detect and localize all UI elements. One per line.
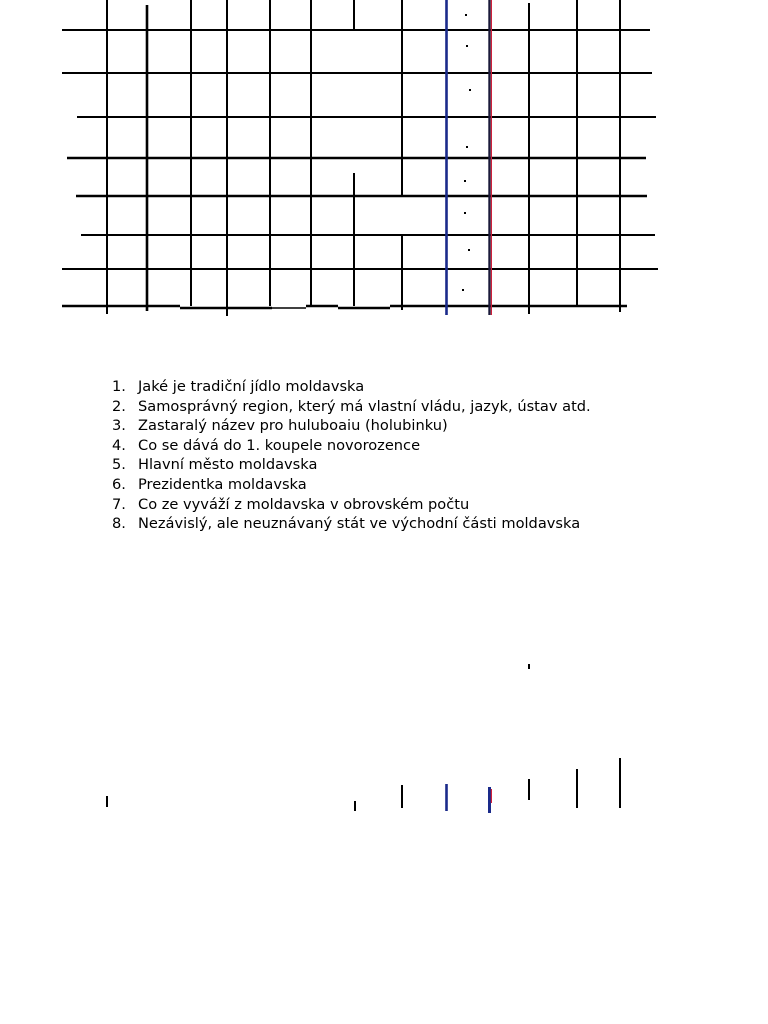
clue-number: 4. [112, 436, 126, 454]
clue-number: 3. [112, 417, 126, 435]
clue-number: 5. [112, 456, 126, 474]
clue-text: Co se dává do 1. koupele novorozence [138, 436, 421, 454]
cell-dot [469, 89, 471, 91]
clue-number: 6. [112, 475, 126, 493]
clue-text: Nezávislý, ale neuznávaný stát ve východní části moldavska [138, 515, 581, 533]
cell-dot [468, 249, 470, 251]
grid-horizontal-lines [62, 30, 658, 308]
clue-item [112, 475, 591, 495]
crossword-grid [0, 0, 768, 330]
clue-text: Zastaralý název pro huluboaiu (holubinku) [138, 417, 448, 435]
cell-dot [466, 45, 468, 47]
clue-text: Jaké je tradiční jídlo moldavska [138, 378, 365, 395]
cell-dot [466, 146, 468, 148]
clue-number: 8. [112, 515, 126, 533]
clue-item [112, 514, 591, 534]
clue-text: Hlavní město moldavska [138, 456, 318, 474]
clue-text: Co ze vyváží z moldavska v obrovském počtu [138, 495, 470, 513]
cell-dot [464, 212, 466, 214]
clue-list [112, 377, 591, 534]
clue-item [112, 455, 591, 475]
clue-text: Samosprávný region, který má vlastní vládu, jazyk, ústav atd. [138, 397, 591, 415]
clue-item [112, 436, 591, 456]
cell-dot [464, 180, 466, 182]
solution-column-dots [462, 14, 471, 291]
clue-item [112, 397, 591, 417]
clue-number: 7. [112, 495, 126, 513]
cell-dot [462, 289, 464, 291]
stray-tick-marks [0, 640, 768, 830]
clue-number: 1. [112, 378, 126, 395]
clue-item [112, 416, 591, 436]
clue-text: Prezidentka moldavska [138, 475, 307, 493]
clue-item [112, 495, 591, 515]
cell-dot [465, 14, 467, 16]
clue-item [112, 377, 591, 397]
clue-number: 2. [112, 397, 126, 415]
